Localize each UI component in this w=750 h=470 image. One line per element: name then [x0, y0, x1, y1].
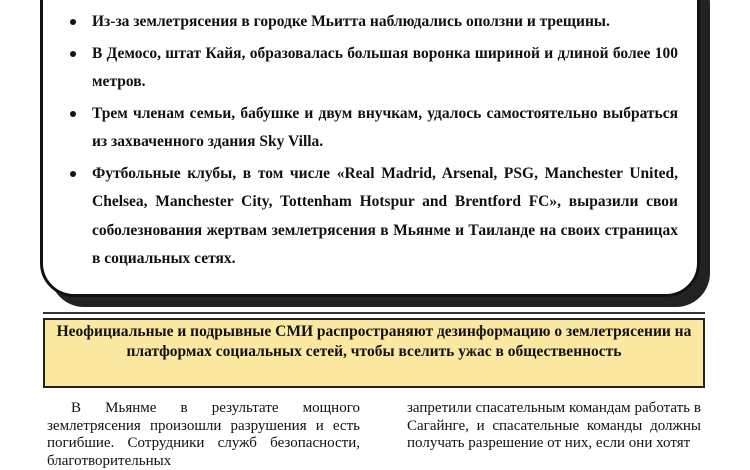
article-column-right: запретили спасательным командам работать в Сагайнге, и спасательные команды должны получать разрешение от них, если они хотят: [407, 400, 701, 451]
list-item: [92, 8, 678, 37]
facts-list: [92, 8, 678, 277]
list-item: [92, 100, 678, 157]
bullet-text: Трем членам семьи, бабушке и двум внучкам, удалось самостоятельно выбраться из захваченного здания Sky Villa.: [92, 104, 678, 150]
list-item: [92, 160, 678, 274]
list-item: [92, 40, 678, 97]
bullet-icon: [70, 19, 76, 25]
bullet-text: В Демосо, штат Кайя, образовалась большая воронка шириной и длиной более 100 метров.: [92, 44, 678, 90]
bullet-icon: [70, 111, 76, 117]
bullet-text: Из-за землетрясения в городке Мьитта наблюдались оползни и трещины.: [92, 13, 610, 30]
bullet-icon: [70, 171, 76, 177]
banner-rule: [43, 312, 705, 314]
bullet-icon: [70, 51, 76, 57]
article-column-left: В Мьянме в результате мощного землетрясения произошли разрушения и есть погибшие. Сотрудники служб безопасности, благотворительных: [47, 400, 360, 469]
bullet-text: Футбольные клубы, в том числе «Real Madrid, Arsenal, PSG, Manchester United, Chelsea, Manchester City, Tottenham Hotspur and Brentford FC», выразили свои соболезнования жертвам землетрясения в Мьянме и Таиланде на своих страницах в социальных сетях.: [92, 164, 678, 267]
headline-title: Неофициальные и подрывные СМИ распространяют дезинформацию о землетрясении на платформах социальных сетей, чтобы вселить ужас в общественность: [56, 323, 692, 360]
